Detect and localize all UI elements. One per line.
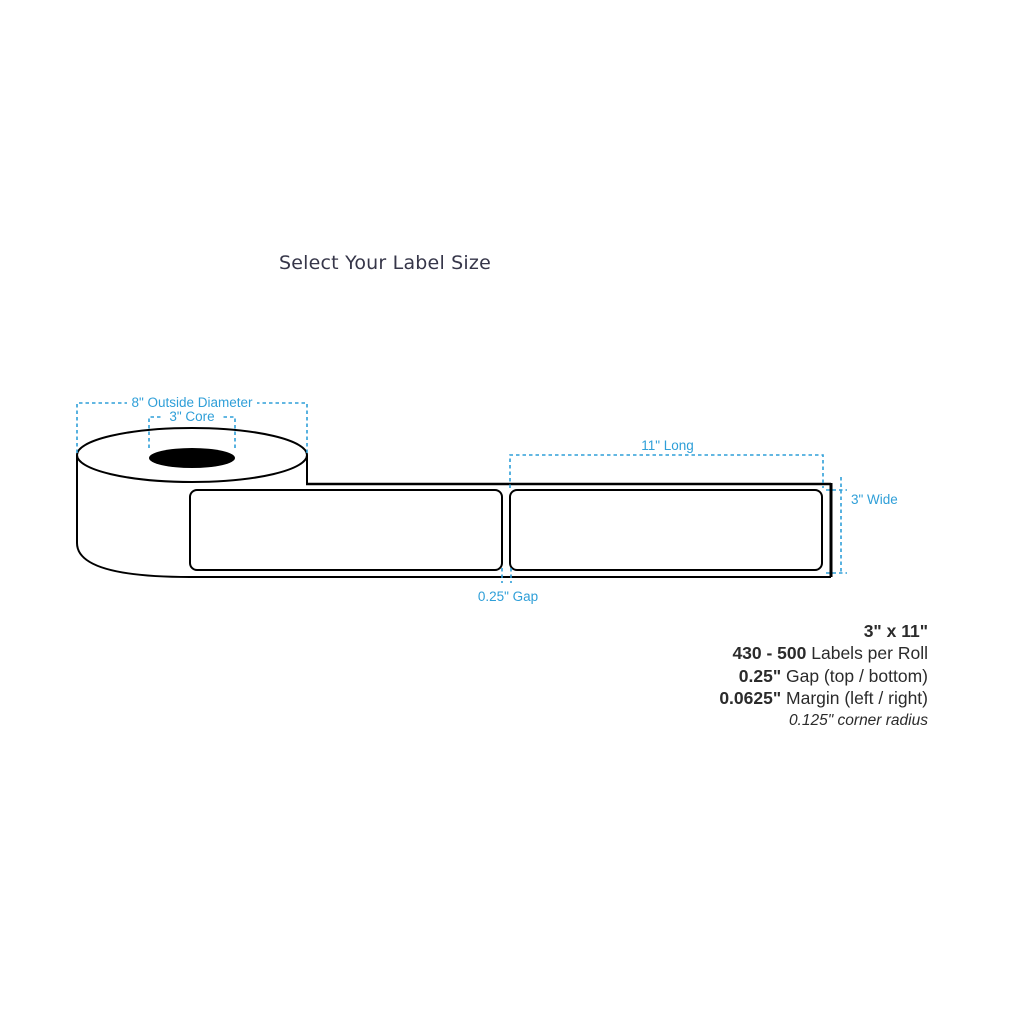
spec-margin-value: 0.0625" — [719, 688, 782, 709]
outside-diameter-label: 8" Outside Diameter — [131, 395, 253, 410]
spec-labels-per-roll — [508, 642, 928, 664]
spec-labels-count: 430 - 500 — [732, 643, 807, 664]
label-blank-1 — [190, 490, 502, 570]
spec-size — [508, 620, 928, 642]
spec-corner-radius-note: 0.125" corner radius — [788, 711, 928, 729]
gap-label: 0.25" Gap — [477, 589, 539, 604]
spec-labels-text: Labels per Roll — [806, 643, 928, 664]
spec-gap-value: 0.25" — [738, 665, 782, 686]
label-blank-2 — [510, 490, 822, 570]
length-label: 11" Long — [641, 438, 694, 453]
spec-summary — [508, 620, 928, 732]
spec-margin-text: Margin (left / right) — [781, 688, 928, 709]
spec-gap-text: Gap (top / bottom) — [781, 665, 928, 686]
roll-core-hole — [149, 448, 235, 468]
core-label: 3" Core — [169, 409, 215, 424]
spec-gap — [508, 665, 928, 687]
page-title: Select Your Label Size — [279, 252, 491, 274]
spec-margin — [508, 687, 928, 709]
spec-size-value: 3" x 11" — [863, 621, 928, 641]
width-label: 3" Wide — [851, 492, 898, 507]
